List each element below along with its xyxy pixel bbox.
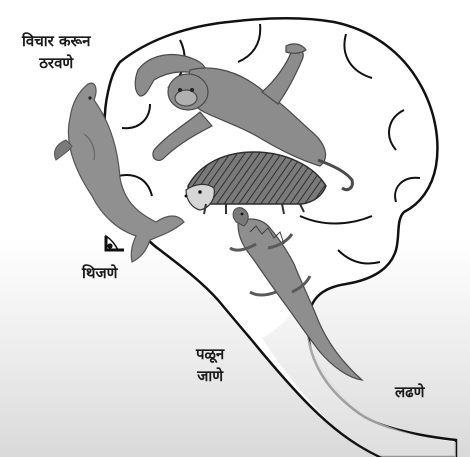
label-flee-line1: पळून: [196, 345, 225, 363]
label-flee: [196, 343, 224, 387]
label-think-decide: [22, 30, 91, 74]
label-freeze: थिजणे: [82, 264, 118, 282]
label-think-decide-line2: ठरवणे: [39, 54, 74, 72]
eye: [106, 236, 124, 250]
label-flee-line2: जाणे: [197, 367, 224, 385]
label-think-decide-line1: विचार करून: [22, 32, 91, 50]
label-fight: लढणे: [395, 383, 425, 401]
